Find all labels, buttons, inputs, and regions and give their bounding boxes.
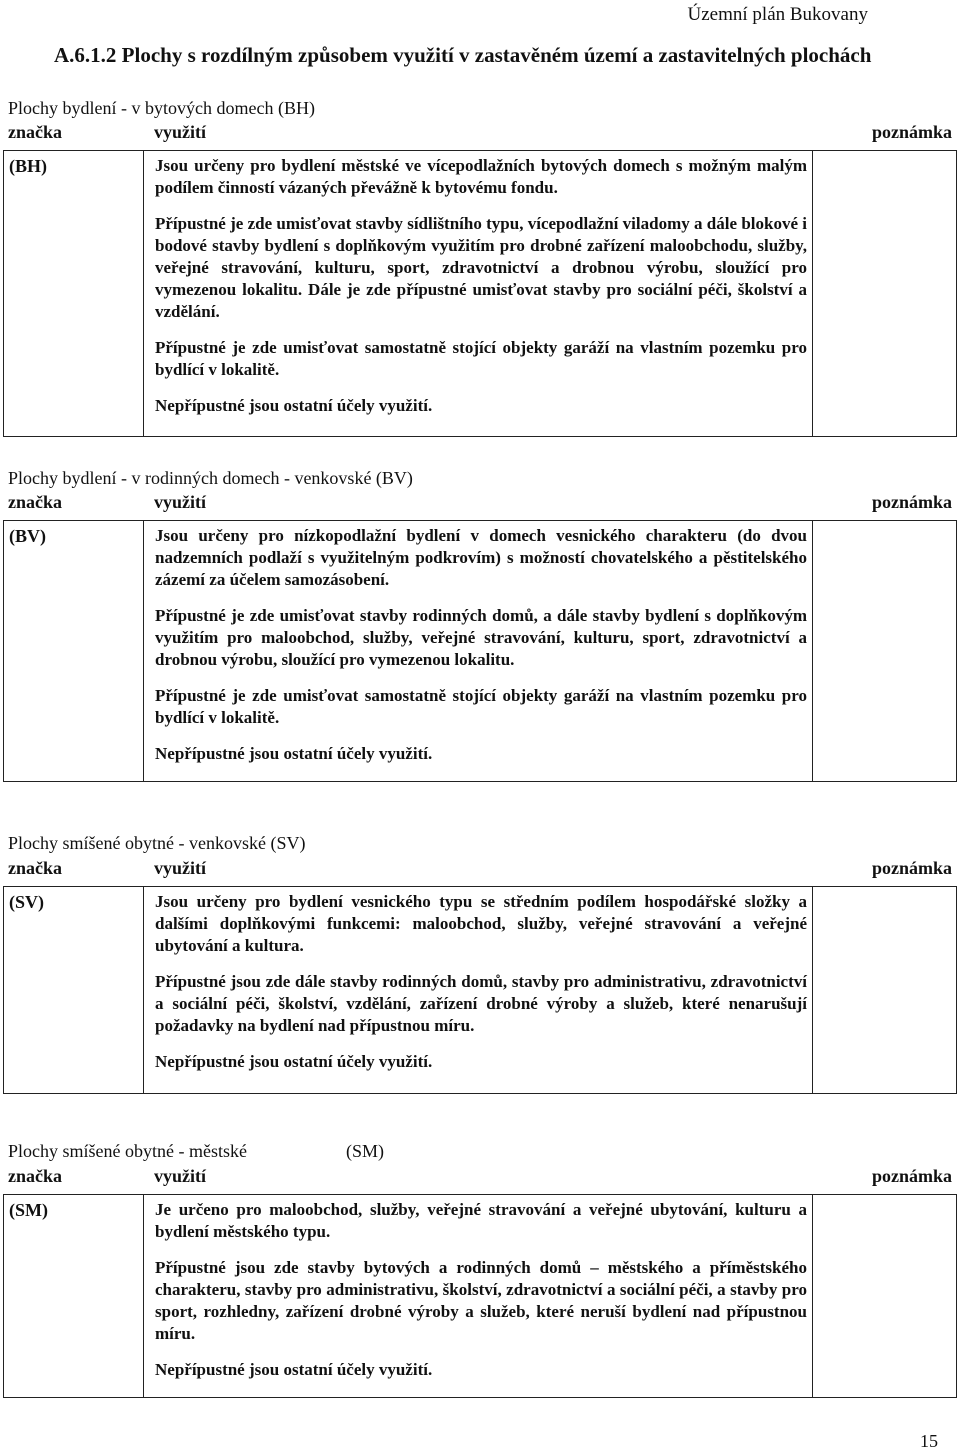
paragraph: Je určeno pro maloobchod, služby, veřejné stravování a veřejné ubytování, kulturu a bydlení městského typu.	[155, 1200, 807, 1241]
column-header-vyuziti: využití	[154, 492, 206, 512]
table-header-bh	[8, 121, 954, 143]
table-header-sv	[8, 857, 954, 879]
land-use-code: (BH)	[9, 156, 47, 176]
land-use-code: (SM)	[9, 1200, 48, 1220]
land-use-description	[155, 155, 807, 417]
paragraph: Jsou určeny pro bydlení městské ve vícepodlažních bytových domech s možným malým podílem činností vázaných převážně k bytovému fondu.	[155, 156, 807, 197]
section-heading-bh: Plochy bydlení - v bytových domech (BH)	[8, 98, 315, 118]
land-use-code: (SV)	[9, 892, 44, 912]
table-header-sm	[8, 1165, 954, 1187]
column-divider	[812, 887, 813, 1093]
column-divider	[143, 1195, 144, 1397]
paragraph: Přípustné je zde umisťovat samostatně stojící objekty garáží na vlastním pozemku pro bydlící v lokalitě.	[155, 686, 807, 727]
page-number: 15	[920, 1431, 938, 1451]
column-header-poznamka: poznámka	[871, 122, 952, 142]
column-header-vyuziti: využití	[154, 858, 206, 878]
land-use-table-sv	[3, 886, 957, 1094]
column-header-znacka: značka	[8, 122, 62, 142]
section-heading-sv: Plochy smíšené obytné - venkovské (SV)	[8, 833, 306, 853]
paragraph: Přípustné je zde umisťovat stavby rodinných domů, a dále stavby bydlení s doplňkovým využitím pro maloobchod, služby, veřejné stravování, kulturu, sport, zdravotnictví a drobnou výrobu, sloužící pro vymezenou lokalitu.	[155, 606, 807, 669]
section-heading-code: (SM)	[346, 1141, 385, 1161]
column-header-poznamka: poznámka	[871, 1166, 952, 1186]
column-divider	[143, 887, 144, 1093]
paragraph: Přípustné je zde umisťovat stavby sídlištního typu, vícepodlažní viladomy a dále blokové i bodové stavby bydlení s doplňkovým využitím pro drobné zařízení maloobchodu, služby, veřejné stravování, kulturu, sport, zdravotnictví a drobnou výrobu, sloužící pro vymezenou lokalitu. Dále je zde přípustné umisťovat stavby pro sociální péči, školství a vzdělání.	[155, 214, 807, 321]
paragraph: Jsou určeny pro bydlení vesnického typu se středním podílem hospodářské složky a dalšími doplňkovými funkcemi: maloobchod, služby, veřejné stravování a veřejné ubytování a kultura.	[155, 892, 807, 955]
column-divider	[812, 151, 813, 436]
land-use-description	[155, 525, 807, 765]
land-use-table-bh	[3, 150, 957, 437]
land-use-code: (BV)	[9, 526, 46, 546]
paragraph: Nepřípustné jsou ostatní účely využití.	[155, 1052, 433, 1071]
paragraph: Přípustné jsou zde dále stavby rodinných domů, stavby pro administrativu, zdravotnictví a sociální péči, školství, vzdělání, zařízení drobné výroby a služeb, které nenarušují požadavky na bydlení nad přípustnou míru.	[155, 972, 807, 1035]
column-header-poznamka: poznámka	[871, 858, 952, 878]
column-divider	[812, 521, 813, 781]
column-divider	[812, 1195, 813, 1397]
running-header: Územní plán Bukovany	[687, 4, 868, 25]
column-header-vyuziti: využití	[154, 122, 206, 142]
column-header-poznamka: poznámka	[871, 492, 952, 512]
column-header-znacka: značka	[8, 858, 62, 878]
land-use-description	[155, 1199, 807, 1381]
column-header-vyuziti: využití	[154, 1166, 206, 1186]
chapter-title: A.6.1.2 Plochy s rozdílným způsobem využití v zastavěném území a zastavitelných plochách	[54, 43, 872, 67]
paragraph: Nepřípustné jsou ostatní účely využití.	[155, 396, 433, 415]
land-use-table-bv	[3, 520, 957, 782]
paragraph: Nepřípustné jsou ostatní účely využití.	[155, 1360, 433, 1379]
table-header-bv	[8, 491, 954, 513]
column-divider	[143, 521, 144, 781]
paragraph: Jsou určeny pro nízkopodlažní bydlení v domech vesnického charakteru (do dvou nadzemních podlaží s využitelným podkrovím) s možností chovatelského a pěstitelského zázemí za účelem samozásobení.	[155, 526, 807, 589]
paragraph: Nepřípustné jsou ostatní účely využití.	[155, 744, 433, 763]
section-heading-bv: Plochy bydlení - v rodinných domech - venkovské (BV)	[8, 468, 413, 488]
column-divider	[143, 151, 144, 436]
section-heading-sm	[8, 1140, 385, 1162]
section-heading-text: Plochy smíšené obytné - městské	[8, 1141, 247, 1161]
paragraph: Přípustné jsou zde stavby bytových a rodinných domů – městského a příměstského charakteru, stavby pro administrativu, školství, zdravotnictví a sociální péči, a stavby pro sport, rozhledny, zařízení drobné výroby a služeb, které neruší bydlení nad přípustnou míru.	[155, 1258, 807, 1343]
paragraph: Přípustné je zde umisťovat samostatně stojící objekty garáží na vlastním pozemku pro bydlící v lokalitě.	[155, 338, 807, 379]
land-use-description	[155, 891, 807, 1073]
column-header-znacka: značka	[8, 1166, 62, 1186]
land-use-table-sm	[3, 1194, 957, 1398]
column-header-znacka: značka	[8, 492, 62, 512]
